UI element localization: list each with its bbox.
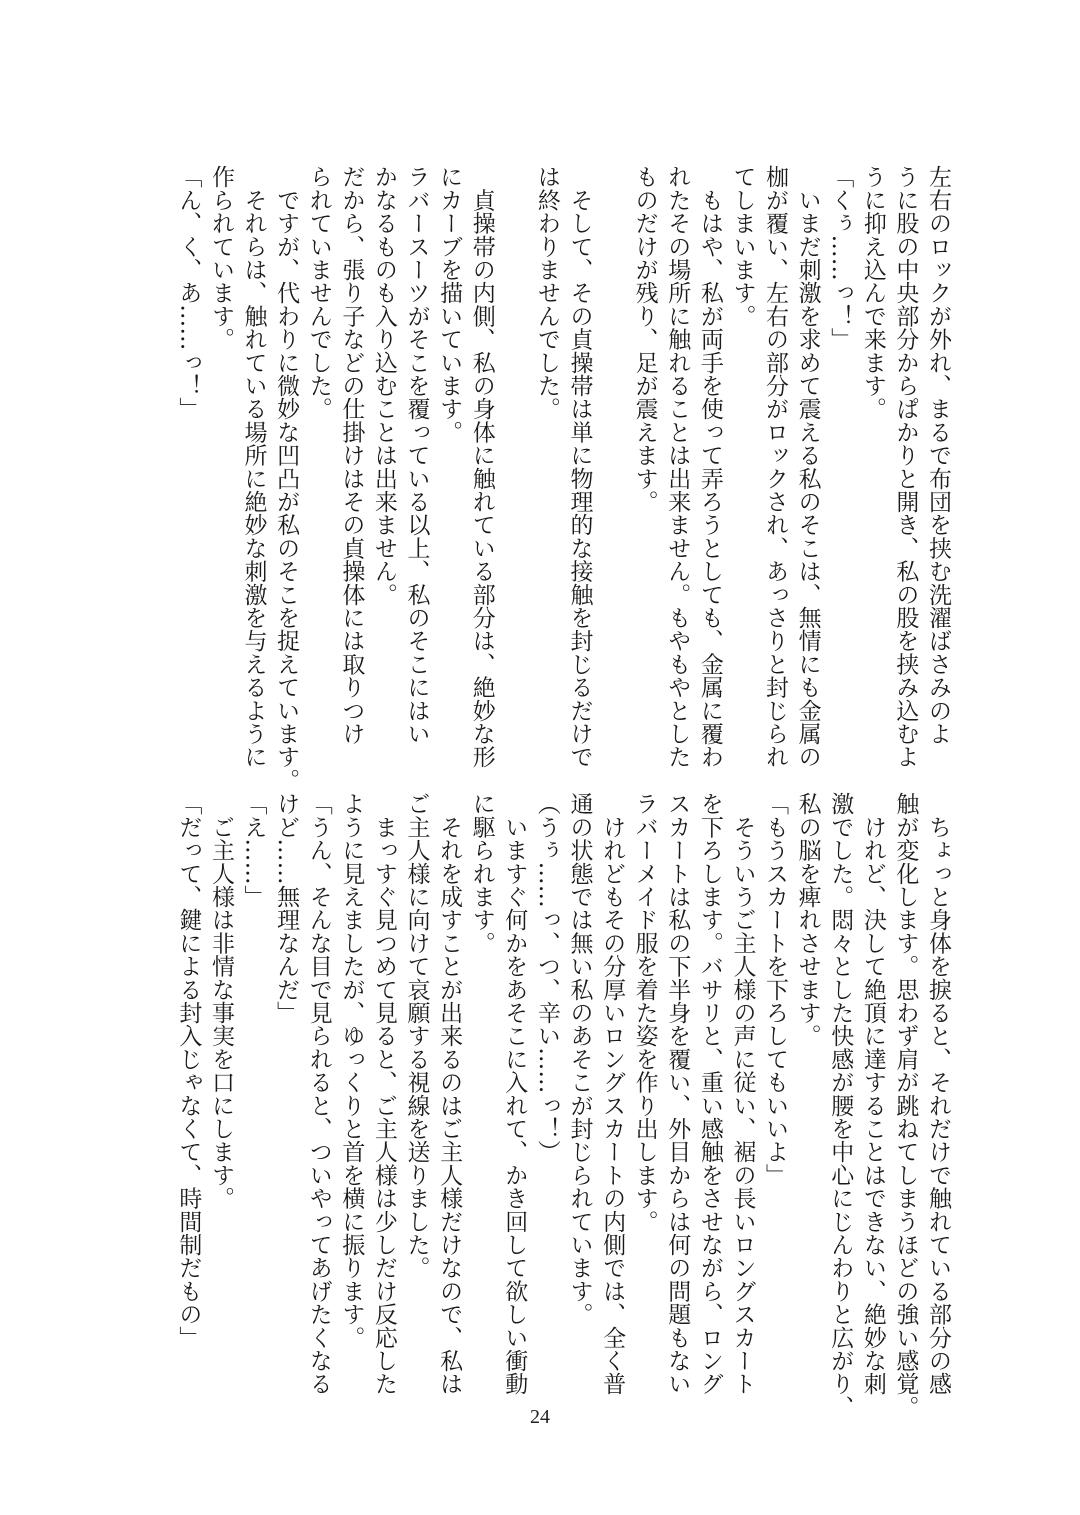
text-line (595, 165, 628, 735)
text-line: ラバーメイド服を着た姿を作り出します。 (631, 792, 658, 1233)
text-line: ご主人様は非情な事実を口にします。 (207, 792, 234, 1210)
text-line: だから、張り子などの仕掛けはその貞操体には取りつけ (338, 165, 365, 745)
text-line: それらは、触れている場所に絶妙な刺激を与えるように (240, 165, 267, 769)
text-line: 左右のロックが外れ、まるで布団を挟む洗濯ばさみのよ (925, 165, 951, 745)
text-line: 「もうスカートを下ろしてもいいよ」 (762, 792, 789, 1187)
text-line: ちょっと身体を捩ると、それだけで触れている部分の感 (925, 792, 951, 1396)
text-line: 作られています。 (207, 165, 234, 351)
text-block-top (170, 165, 954, 792)
text-line: うに股の中央部分からぱかりと開き、私の股を挟み込むよ (892, 165, 919, 769)
text-line: けど……無理なんだ」 (273, 792, 300, 1024)
text-line: 「え……」 (240, 792, 267, 908)
text-line: 私の脳を痺れさせます。 (794, 792, 821, 1048)
text-line: ご主人様に向けて哀願する視線を送りました。 (403, 792, 430, 1280)
text-line: スカートは私の下半身を覆い、外目からは何の問題もない (664, 792, 691, 1396)
text-line (498, 165, 531, 735)
text-line: 「ん、く、あ……っ！」 (175, 165, 202, 421)
text-line: もはや、私が両手を使って弄ろうとしても、金属に覆わ (696, 165, 723, 769)
text-line: は終わりませんでした。 (533, 165, 560, 421)
text-line: てしまいます。 (729, 165, 756, 328)
text-line: に駆られます。 (468, 792, 495, 955)
text-line: られていませんでした。 (305, 165, 332, 421)
text-line: うに抑え込んで来ます。 (859, 165, 886, 421)
text-line: けれどもその分厚いロングスカートの内側では、全く普 (599, 792, 626, 1396)
page-number: 24 (530, 1406, 550, 1428)
text-line: ラバースーツがそこを覆っている以上、私のそこにはい (403, 165, 430, 745)
text-line: 「うん、そんな目で見られると、ついやってあげたくなる (305, 792, 332, 1396)
text-line: ですが、代わりに微妙な凹凸が私のそこを捉えています。 (273, 165, 300, 792)
text-line: いますぐ何かをあそこに入れて、かき回して欲しい衝動 (501, 792, 528, 1396)
text-line: 貞操帯の内側、私の身体に触れている部分は、絶妙な形 (468, 165, 495, 769)
text-line: 「だって、鍵による封入じゃなくて、時間制だもの」 (175, 792, 202, 1349)
text-line: けれど、決して絶頂に達することはできない、絶妙な刺 (859, 792, 886, 1396)
text-line: 激でした。悶々とした快感が腰を中心にじんわりと広がり、 (827, 792, 854, 1419)
text-line: ように見えましたが、ゆっくりと首を横に振ります。 (338, 792, 365, 1349)
text-line: ものだけが残り、足が震えます。 (631, 165, 658, 513)
text-line: にカーブを描いています。 (436, 165, 463, 444)
text-line: いまだ刺激を求めて震える私のそこは、無情にも金属の (794, 165, 821, 769)
text-line: 「くぅ……っ！」 (827, 165, 854, 351)
text-line: 触が変化します。思わず肩が跳ねてしまうほどの強い感覚。 (892, 792, 919, 1419)
text-line: 通の状態では無い私のあそこが封じられています。 (566, 792, 593, 1326)
text-line: それを成すことが出来るのはご主人様だけなので、私は (436, 792, 463, 1396)
text-line: そして、その貞操帯は単に物理的な接触を封じるだけで (566, 165, 593, 769)
text-line: を下ろします。バサリと、重い感触をさせながら、ロング (696, 792, 723, 1396)
text-line: （うぅ……っ、つ、辛い……っ！） (533, 792, 560, 1164)
text-line: かなるものも入り込むことは出来ません。 (370, 165, 397, 606)
text-line: まっすぐ見つめて見ると、ご主人様は少しだけ反応した (370, 792, 397, 1396)
text-line: 枷が覆い、左右の部分がロックされ、あっさりと封じられ (762, 165, 789, 769)
text-line: そういうご主人様の声に従い、裾の長いロングスカート (729, 792, 756, 1396)
text-line: れたその場所に触れることは出来ません。もやもやとした (664, 165, 691, 769)
